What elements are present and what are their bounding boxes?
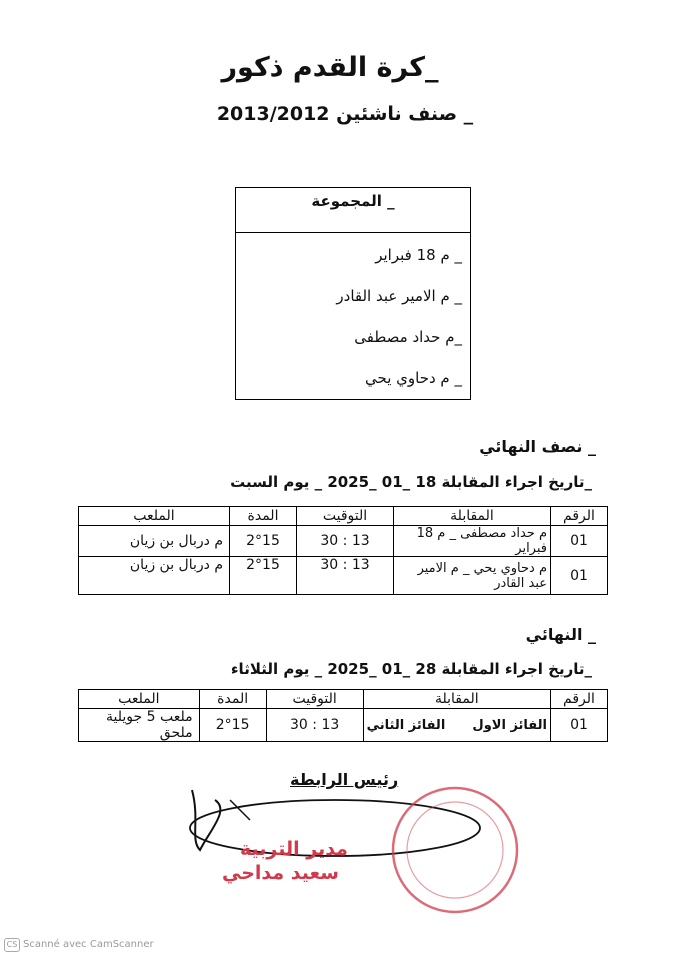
row-duration: 2°15	[230, 526, 297, 557]
group-team: _م حداد مصطفى	[354, 328, 462, 346]
group-box	[235, 187, 471, 400]
row-number: 01	[551, 557, 608, 595]
group-team: _ م دحاوي يحي	[365, 369, 462, 387]
row-time: 13 : 30	[297, 557, 394, 595]
education-director-stamp: مدير التربية	[240, 838, 348, 860]
camscanner-icon: CS	[4, 938, 20, 952]
table-row	[79, 557, 608, 595]
col-number: الرقم	[551, 507, 608, 526]
col-number: الرقم	[551, 690, 608, 709]
final-date: _تاريخ اجراء المقابلة 28 _01 _2025 _ يوم الثلاثاء	[230, 660, 592, 678]
scanner-text: Scanné avec CamScanner	[23, 939, 154, 950]
group-team: _ م 18 فبراير	[375, 246, 462, 264]
col-duration: المدة	[230, 507, 297, 526]
row-venue: م دربال بن زيان	[79, 557, 230, 595]
table-header-row	[79, 690, 608, 709]
semi-final-date: _تاريخ اجراء المقابلة 18 _01 _2025 _ يوم السبت	[230, 473, 592, 491]
final-table	[78, 689, 608, 742]
row-time: 13 : 30	[297, 526, 394, 557]
row-number: 01	[551, 526, 608, 557]
row-time: 13 : 30	[266, 709, 363, 742]
col-time: التوقيت	[266, 690, 363, 709]
row-venue: م دربال بن زيان	[79, 526, 230, 557]
col-time: التوقيت	[297, 507, 394, 526]
category-subtitle: _ صنف ناشئين 2013/2012	[216, 103, 474, 125]
row-match: الفائز الاول الفائز الثاني	[363, 709, 550, 742]
director-name-stamp: سعيد مداحي	[222, 862, 339, 884]
row-match: م حداد مصطفى _ م 18 فبراير	[394, 526, 551, 557]
page-title: _كرة القدم ذكور	[221, 52, 439, 83]
table-row	[79, 709, 608, 742]
official-stamp	[393, 788, 517, 912]
row-match: م دحاوي يحي _ م الامير عبد القادر	[394, 557, 551, 595]
signature-tick	[230, 800, 250, 820]
row-duration: 2°15	[230, 557, 297, 595]
row-duration: 2°15	[199, 709, 266, 742]
group-team: _ م الامير عبد القادر	[336, 287, 462, 305]
row-number: 01	[551, 709, 608, 742]
col-venue: الملعب	[79, 507, 230, 526]
league-president-title: رئيس الرابطة	[290, 770, 399, 789]
row-venue: ملعب 5 جويلية ملحق	[79, 709, 200, 742]
col-match: المقابلة	[363, 690, 550, 709]
final-heading: _ النهائي	[525, 625, 596, 644]
col-match: المقابلة	[394, 507, 551, 526]
table-row	[79, 526, 608, 557]
col-venue: الملعب	[79, 690, 200, 709]
scanner-watermark	[4, 938, 154, 952]
table-header-row	[79, 507, 608, 526]
semi-final-table	[78, 506, 608, 595]
semi-final-heading: _ نصف النهائي	[479, 437, 596, 456]
group-title: _ المجموعة	[236, 188, 470, 233]
signature-stamp-area	[170, 780, 530, 930]
col-duration: المدة	[199, 690, 266, 709]
